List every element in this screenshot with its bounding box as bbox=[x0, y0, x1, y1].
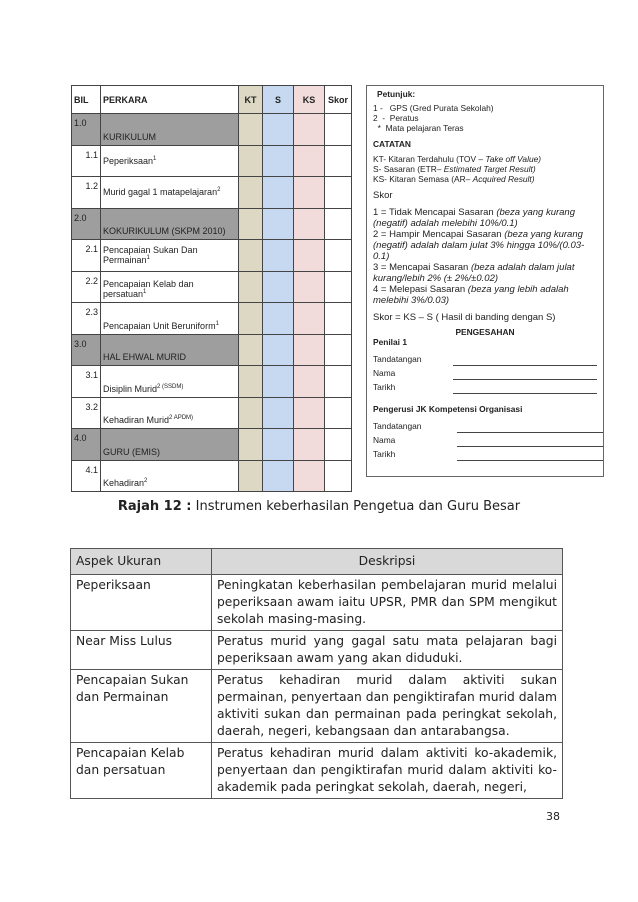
table-row bbox=[72, 397, 352, 429]
skor-italic: (beza yang kurang (negatif) adalah dalam julat 3% hingga 10%/(0.03-0.1) bbox=[373, 229, 585, 262]
table-header-row bbox=[71, 549, 563, 575]
catatan-item bbox=[373, 174, 597, 184]
bil-cell: 2.0 bbox=[72, 208, 101, 240]
s-cell[interactable] bbox=[263, 240, 294, 272]
catatan-italic: Acquired Result bbox=[472, 174, 532, 184]
catatan-title: CATATAN bbox=[373, 139, 411, 149]
field-label: Tarikh bbox=[373, 382, 396, 392]
ks-cell[interactable] bbox=[294, 177, 325, 209]
table-row bbox=[72, 366, 352, 398]
aspek-cell: Pencapaian Kelab dan persatuan bbox=[71, 743, 212, 799]
perkara-label: KOKURIKULUM (SKPM 2010) bbox=[103, 226, 226, 236]
ks-cell[interactable] bbox=[294, 240, 325, 272]
table-row bbox=[72, 429, 352, 461]
catatan-text: S- Sasaran (ETR– bbox=[373, 164, 444, 174]
table-row bbox=[71, 631, 563, 670]
kt-cell[interactable] bbox=[239, 334, 263, 366]
deskripsi-cell: Peratus murid yang gagal satu mata pelajaran bagi peperiksaan awam yang akan diduduki. bbox=[212, 631, 563, 670]
perkara-cell bbox=[101, 177, 239, 209]
header-aspek: Aspek Ukuran bbox=[71, 549, 212, 575]
s-cell[interactable] bbox=[263, 177, 294, 209]
s-cell[interactable] bbox=[263, 366, 294, 398]
skor-cell[interactable] bbox=[325, 271, 352, 303]
header-perkara: PERKARA bbox=[101, 86, 239, 114]
perkara-label: Disiplin Murid bbox=[103, 383, 158, 394]
aspek-cell: Peperiksaan bbox=[71, 575, 212, 631]
header-kt: KT bbox=[239, 86, 263, 114]
bil-cell: 2.2 bbox=[72, 271, 101, 303]
catatan-end: ) bbox=[532, 164, 536, 174]
footnote-marker: 2 APDM) bbox=[169, 415, 194, 421]
s-cell[interactable] bbox=[263, 429, 294, 461]
figure-caption bbox=[0, 498, 638, 515]
bil-cell: 1.1 bbox=[72, 145, 101, 177]
footnote-marker: 1 bbox=[153, 155, 157, 162]
kt-cell[interactable] bbox=[239, 460, 263, 492]
s-cell[interactable] bbox=[263, 208, 294, 240]
table-row bbox=[72, 208, 352, 240]
bil-cell: 2.1 bbox=[72, 240, 101, 272]
catatan-italic: Estimated Target Result bbox=[443, 164, 533, 174]
caption-text: Instrumen keberhasilan Pengetua dan Guru Besar bbox=[191, 499, 521, 514]
notes-panel bbox=[366, 85, 604, 477]
footnote-marker: 1 bbox=[215, 320, 219, 327]
signature-line bbox=[457, 431, 603, 433]
kt-cell[interactable] bbox=[239, 271, 263, 303]
table-row bbox=[71, 670, 563, 743]
bil-cell: 1.0 bbox=[72, 114, 101, 146]
kt-cell[interactable] bbox=[239, 177, 263, 209]
ks-cell[interactable] bbox=[294, 145, 325, 177]
skor-item bbox=[373, 284, 597, 306]
s-cell[interactable] bbox=[263, 397, 294, 429]
skor-cell[interactable] bbox=[325, 366, 352, 398]
perkara-label: Pencapaian Sukan Dan Permainan bbox=[103, 245, 198, 266]
signature-line bbox=[457, 445, 603, 447]
footnote-marker: 1 bbox=[143, 289, 147, 295]
skor-cell[interactable] bbox=[325, 460, 352, 492]
field-label: Tandatangan bbox=[373, 354, 422, 364]
skor-item bbox=[373, 229, 597, 262]
skor-cell[interactable] bbox=[325, 114, 352, 146]
pengerusi-signature-field bbox=[373, 417, 597, 431]
aspek-cell: Pencapaian Sukan dan Permainan bbox=[71, 670, 212, 743]
skor-cell[interactable] bbox=[325, 397, 352, 429]
kt-cell[interactable] bbox=[239, 303, 263, 335]
table-row bbox=[72, 460, 352, 492]
skor-item bbox=[373, 207, 597, 229]
catatan-text: KS- Kitaran Semasa (AR– bbox=[373, 174, 473, 184]
perkara-label: Pencapaian Unit Beruniform bbox=[103, 320, 216, 331]
perkara-label: Peperiksaan bbox=[103, 155, 154, 166]
penilai-date-field bbox=[373, 378, 597, 392]
perkara-label: Murid gagal 1 matapelajaran bbox=[103, 187, 218, 198]
kt-cell[interactable] bbox=[239, 397, 263, 429]
header-skor: Skor bbox=[325, 86, 352, 114]
kt-cell[interactable] bbox=[239, 429, 263, 461]
kt-cell[interactable] bbox=[239, 208, 263, 240]
catatan-list bbox=[373, 154, 597, 184]
skor-cell[interactable] bbox=[325, 303, 352, 335]
skor-cell[interactable] bbox=[325, 145, 352, 177]
footnote-marker: 2 bbox=[217, 187, 221, 194]
skor-item bbox=[373, 262, 597, 284]
table-row bbox=[72, 334, 352, 366]
s-cell[interactable] bbox=[263, 334, 294, 366]
pengerusi-date-field bbox=[373, 445, 597, 459]
perkara-cell bbox=[101, 303, 239, 335]
catatan-end: ) bbox=[538, 154, 542, 164]
skor-text: 1 = Tidak Mencapai Sasaran bbox=[373, 207, 497, 218]
pengerusi-name-field bbox=[373, 431, 597, 445]
table-row bbox=[72, 114, 352, 146]
pengerusi-title: Pengerusi JK Kompetensi Organisasi bbox=[373, 404, 523, 414]
signature-line bbox=[453, 392, 597, 394]
catatan-text: KT- Kitaran Terdahulu (TOV – bbox=[373, 154, 486, 164]
perkara-cell bbox=[101, 240, 239, 272]
skor-italic: (beza adalah dalam julat kurang/lebih 2% (± 2%/±0.02) bbox=[373, 262, 575, 284]
field-label: Nama bbox=[373, 435, 396, 445]
ks-cell[interactable] bbox=[294, 208, 325, 240]
petunjuk-title: Petunjuk: bbox=[377, 89, 416, 99]
penilai-name-field bbox=[373, 364, 597, 378]
kt-cell[interactable] bbox=[239, 114, 263, 146]
catatan-end: ) bbox=[531, 174, 535, 184]
table-row bbox=[71, 743, 563, 799]
skor-formula: Skor = KS – S ( Hasil di banding dengan S) bbox=[373, 312, 556, 323]
perkara-label: HAL EHWAL MURID bbox=[103, 352, 187, 362]
perkara-cell bbox=[101, 366, 239, 398]
aspek-cell: Near Miss Lulus bbox=[71, 631, 212, 670]
ks-cell[interactable] bbox=[294, 114, 325, 146]
skor-text: 2 = Hampir Mencapai Sasaran bbox=[373, 229, 505, 240]
field-label: Tandatangan bbox=[373, 421, 422, 431]
bil-cell: 2.3 bbox=[72, 303, 101, 335]
table-row bbox=[72, 145, 352, 177]
ks-cell[interactable] bbox=[294, 303, 325, 335]
catatan-italic: Take off Value bbox=[485, 154, 539, 164]
deskripsi-cell: Peningkatan keberhasilan pembelajaran murid melalui peperiksaan awam iaitu UPSR, PMR dan SPM mengikut sekolah masing-masing. bbox=[212, 575, 563, 631]
perkara-cell bbox=[101, 114, 239, 146]
perkara-label: KURIKULUM bbox=[103, 131, 157, 142]
table-header-row bbox=[72, 86, 352, 114]
table-row bbox=[71, 575, 563, 631]
perkara-cell bbox=[101, 460, 239, 492]
skor-title: Skor bbox=[373, 190, 393, 201]
skor-list bbox=[373, 207, 597, 306]
perkara-label: Kehadiran bbox=[103, 478, 145, 488]
skor-cell[interactable] bbox=[325, 240, 352, 272]
kt-cell[interactable] bbox=[239, 366, 263, 398]
perkara-cell bbox=[101, 334, 239, 366]
table-row bbox=[72, 177, 352, 209]
table-row bbox=[72, 303, 352, 335]
ks-cell[interactable] bbox=[294, 271, 325, 303]
bil-cell: 3.1 bbox=[72, 366, 101, 398]
deskripsi-cell: Peratus kehadiran murid dalam aktiviti sukan permainan, penyertaan dan pengiktirafan murid dalam aktiviti sukan dan permainan pada peringkat sekolah, daerah, negeri, kebangsaan dan antarabangsa. bbox=[212, 670, 563, 743]
header-ks: KS bbox=[294, 86, 325, 114]
perkara-cell bbox=[101, 208, 239, 240]
footnote-marker: 2 bbox=[144, 478, 148, 484]
skor-cell[interactable] bbox=[325, 334, 352, 366]
ks-cell[interactable] bbox=[294, 429, 325, 461]
skor-cell[interactable] bbox=[325, 177, 352, 209]
ks-cell[interactable] bbox=[294, 460, 325, 492]
bil-cell: 4.0 bbox=[72, 429, 101, 461]
skor-cell[interactable] bbox=[325, 429, 352, 461]
perkara-label: Pencapaian Kelab dan persatuan bbox=[103, 279, 194, 299]
footnote-marker: 2 (SSDM) bbox=[157, 383, 184, 390]
skor-text: 4 = Melepasi Sasaran bbox=[373, 284, 468, 295]
bil-cell: 3.0 bbox=[72, 334, 101, 366]
page-number: 38 bbox=[546, 810, 560, 823]
s-cell[interactable] bbox=[263, 271, 294, 303]
perkara-label: GURU (EMIS) bbox=[103, 446, 160, 457]
table-row bbox=[72, 271, 352, 303]
instrument-table bbox=[71, 85, 352, 492]
perkara-cell bbox=[101, 429, 239, 461]
s-cell[interactable] bbox=[263, 303, 294, 335]
deskripsi-cell: Peratus kehadiran murid dalam aktiviti ko-akademik, penyertaan dan pengiktirafan murid dalam aktiviti ko-akademik pada peringkat sekolah, daerah, negeri, bbox=[212, 743, 563, 799]
petunjuk-item: * Mata pelajaran Teras bbox=[373, 123, 464, 133]
skor-italic: (beza yang lebih adalah melebihi 3%/0.03) bbox=[373, 284, 569, 306]
header-s: S bbox=[263, 86, 294, 114]
bil-cell: 4.1 bbox=[72, 460, 101, 492]
signature-line bbox=[453, 378, 597, 380]
bil-cell: 3.2 bbox=[72, 397, 101, 429]
aspek-ukuran-table bbox=[70, 548, 563, 799]
footnote-marker: 1 bbox=[146, 255, 150, 262]
penilai-signature-field bbox=[373, 350, 597, 364]
perkara-label: Kehadiran Murid bbox=[103, 415, 170, 425]
pengesahan-title: PENGESAHAN bbox=[455, 327, 515, 337]
ks-cell[interactable] bbox=[294, 397, 325, 429]
signature-line bbox=[457, 459, 603, 461]
perkara-cell bbox=[101, 271, 239, 303]
skor-cell[interactable] bbox=[325, 208, 352, 240]
bil-cell: 1.2 bbox=[72, 177, 101, 209]
petunjuk-item: 2 - Peratus bbox=[373, 113, 419, 123]
kt-cell[interactable] bbox=[239, 145, 263, 177]
skor-text: 3 = Mencapai Sasaran bbox=[373, 262, 471, 273]
kt-cell[interactable] bbox=[239, 240, 263, 272]
header-deskripsi: Deskripsi bbox=[212, 549, 563, 575]
perkara-cell bbox=[101, 397, 239, 429]
signature-line bbox=[453, 364, 597, 366]
s-cell[interactable] bbox=[263, 114, 294, 146]
field-label: Tarikh bbox=[373, 449, 396, 459]
catatan-item bbox=[373, 164, 597, 174]
ks-cell[interactable] bbox=[294, 366, 325, 398]
header-bil: BIL bbox=[72, 86, 101, 114]
s-cell[interactable] bbox=[263, 460, 294, 492]
catatan-item bbox=[373, 154, 597, 164]
petunjuk-item: 1 - GPS (Gred Purata Sekolah) bbox=[373, 103, 494, 113]
skor-italic: (beza yang kurang (negatif) adalah melebihi 10%/0.1) bbox=[373, 207, 576, 229]
caption-label: Rajah 12 : bbox=[117, 499, 192, 514]
ks-cell[interactable] bbox=[294, 334, 325, 366]
s-cell[interactable] bbox=[263, 145, 294, 177]
table-row bbox=[72, 240, 352, 272]
perkara-cell bbox=[101, 145, 239, 177]
penilai-title: Penilai 1 bbox=[373, 337, 407, 347]
field-label: Nama bbox=[373, 368, 396, 378]
